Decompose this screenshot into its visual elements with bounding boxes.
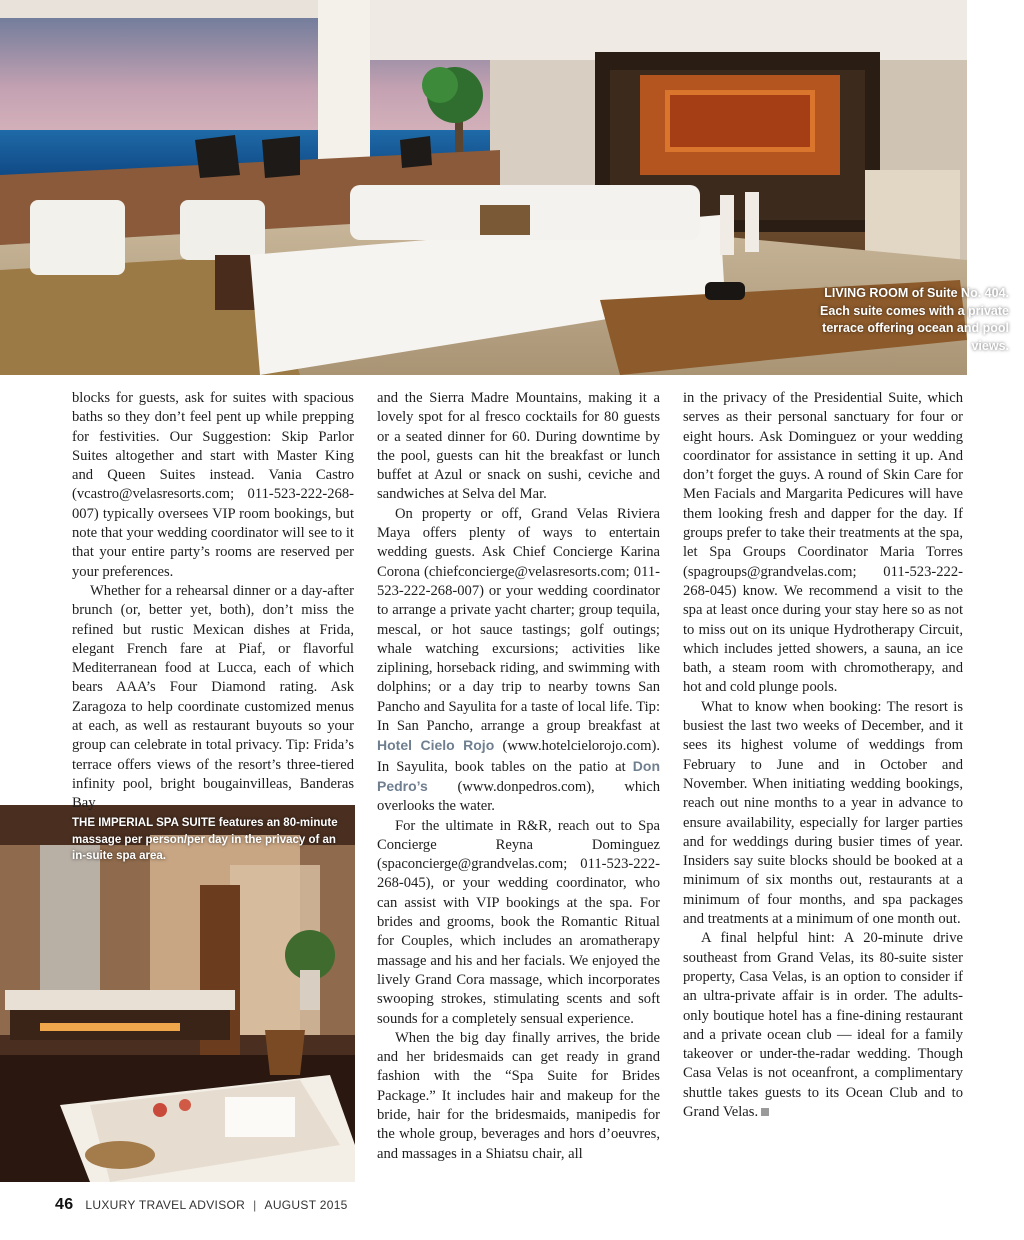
column-3-paragraph-3-text: A final helpful hint: A 20-minute drive southeast from Grand Velas, its 80-suite sister property, Casa Velas, is an option to consider if an ultra-private affair is in order. The adults-only boutique hotel has a fine-dining restaurant and a private ocean club — ideal for a family takeover or under-the-radar wedding. Though Casa Velas is not oceanfront, a complimentary shuttle takes guests to its Ocean Club and to Grand Velas. [683, 930, 963, 1120]
column-3-paragraph-2: What to know when booking: The resort is busiest the last two weeks of December, and it sees its highest volume of weddings from February to June and in October and November. When initiating wedding bookings, reach out nine months to a year in advance to ensure availability, especially for larger parties and for weddings during busier times of year. Insiders say suite blocks should be booked at a minimum of six months out, restaurants at a minimum of four months, and spa packages and treatments at a minimum of one month out. [683, 698, 963, 928]
column-2-paragraph-1: and the Sierra Madre Mountains, making it a lovely spot for al fresco cocktails for 80 guests or a seated dinner for 60. During downtime by the pool, guests can hit the breakfast or lunch buffet at Azul or snack on sushi, ceviche and sandwiches at Selva del Mar. [377, 390, 660, 503]
column-2-paragraph-2-text-b: (www.hotelcielorojo.com). In Sayulita, book tables on the patio at [377, 738, 660, 775]
column-2-paragraph-2 [377, 505, 660, 817]
article-column-1 [72, 389, 354, 814]
column-3-paragraph-1: in the privacy of the Presidential Suite, which serves as their personal sanctuary for four or eight hours. Ask Dominguez or your wedding coordinator for assistance in setting it up. And don’t forget the guys. A round of Skin Care for Men Facials and Margarita Pedicures will have them looking fresh and dapper for the day. If groups prefer to take their treatments at the spa, let Spa Groups Coordinator Maria Torres (spagroups@grandvelas.com; 011-523-222-268-045) know. We recommend a visit to the spa at least once during your stay here so as not to miss out on its unique Hydrotherapy Circuit, which includes jetted showers, a sauna, an ice bath, a steam room with chromotherapy, and hot and cold plunge pools. [683, 390, 963, 696]
spa-suite-caption-lead: THE IMPERIAL SPA SUITE [72, 817, 216, 829]
column-1-paragraph-2: Whether for a rehearsal dinner or a day-after brunch (or, better yet, both), don’t miss the refined but rustic Mexican dishes at Frida, elegant French fare at Piaf, or flavorful Mediterranean food at Lucca, each of which bears AAA’s Four Diamond rating. Ask Zaragoza to help coordinate customized menus at each, as well as restaurant buyouts so your group can celebrate in total privacy. Tip: Frida’s terrace offers views of the resort’s three-tiered infinity pool, bright bougainvilleas, Banderas Bay [72, 582, 354, 812]
footer-separator: | [253, 1198, 257, 1212]
column-1-paragraph-1: blocks for guests, ask for suites with spacious baths so they don’t feel pent up while prepping for festivities. Our Suggestion: Skip Parlor Suites altogether and start with Master King and Queen Suites instead. Vania Castro (vcastro@velasresorts.com; 011-523-222-268-007) typically oversees VIP room bookings, but note that your wedding coordinator will see to it that your entire party’s rooms are reserved per your preferences. [72, 390, 354, 580]
don-pedros-brand: Don Pedro’s [377, 757, 660, 794]
column-2-paragraph-4: When the big day finally arrives, the bride and her bridesmaids can get ready in grand fashion with the “Spa Suite for Brides Package.” It includes hair and makeup for the bride, hair for the bridesmaids, manipedis for the whole group, beverages and hors d’oeuvres, and massages in a Shiatsu chair, all [377, 1029, 660, 1162]
living-room-caption [809, 285, 1009, 355]
column-2-paragraph-2-text-c: (www.donpedros.com), which overlooks the water. [377, 778, 660, 815]
issue-date: AUGUST 2015 [264, 1198, 348, 1212]
page-number: 46 [55, 1196, 74, 1213]
page-footer [55, 1196, 348, 1214]
hotel-cielo-rojo-brand: Hotel Cielo Rojo [377, 737, 495, 754]
article-column-3 [683, 389, 963, 1122]
living-room-caption-text: of Suite No. 404. Each suite comes with a private terrace offering ocean and pool views. [820, 286, 1009, 353]
publication-name: LUXURY TRAVEL ADVISOR [85, 1198, 246, 1212]
column-3-paragraph-3 [683, 929, 963, 1122]
spa-suite-caption-text: features an 80-minute massage per person/per day in the privacy of an in-suite spa area. [72, 817, 338, 862]
article-column-2 [377, 389, 660, 1164]
end-mark-icon [761, 1108, 769, 1116]
living-room-caption-lead: LIVING ROOM [824, 286, 909, 300]
column-2-paragraph-3: For the ultimate in R&R, reach out to Spa Concierge Reyna Dominguez (spaconcierge@grandvelas.com; 011-523-222-268-045), or your wedding coordinator, who can assist with VIP bookings at the spa. For brides and grooms, book the Romantic Ritual for Couples, which includes an aromatherapy massage and his and her facials. We enjoyed the lively Grand Cora massage, which incorporates swooping strokes, stimulating scents and soft sounds for a completely sensual experience. [377, 817, 660, 1027]
column-2-paragraph-2-text-a: On property or off, Grand Velas Riviera Maya offers plenty of ways to entertain wedding guests. Ask Chief Concierge Karina Corona (chiefconcierge@velasresorts.com; 011-523-222-268-007) or your wedding coordinator to arrange a private yacht charter; group tequila, mescal, or hot sauce tastings; golf outings; whale watching excursions; activities like ziplining, horseback riding, and swimming with dolphins; or a day trip to nearby towns San Pancho and Sayulita for a taste of local life. Tip: In San Pancho, arrange a group breakfast at [377, 505, 660, 735]
spa-suite-caption [72, 815, 342, 865]
